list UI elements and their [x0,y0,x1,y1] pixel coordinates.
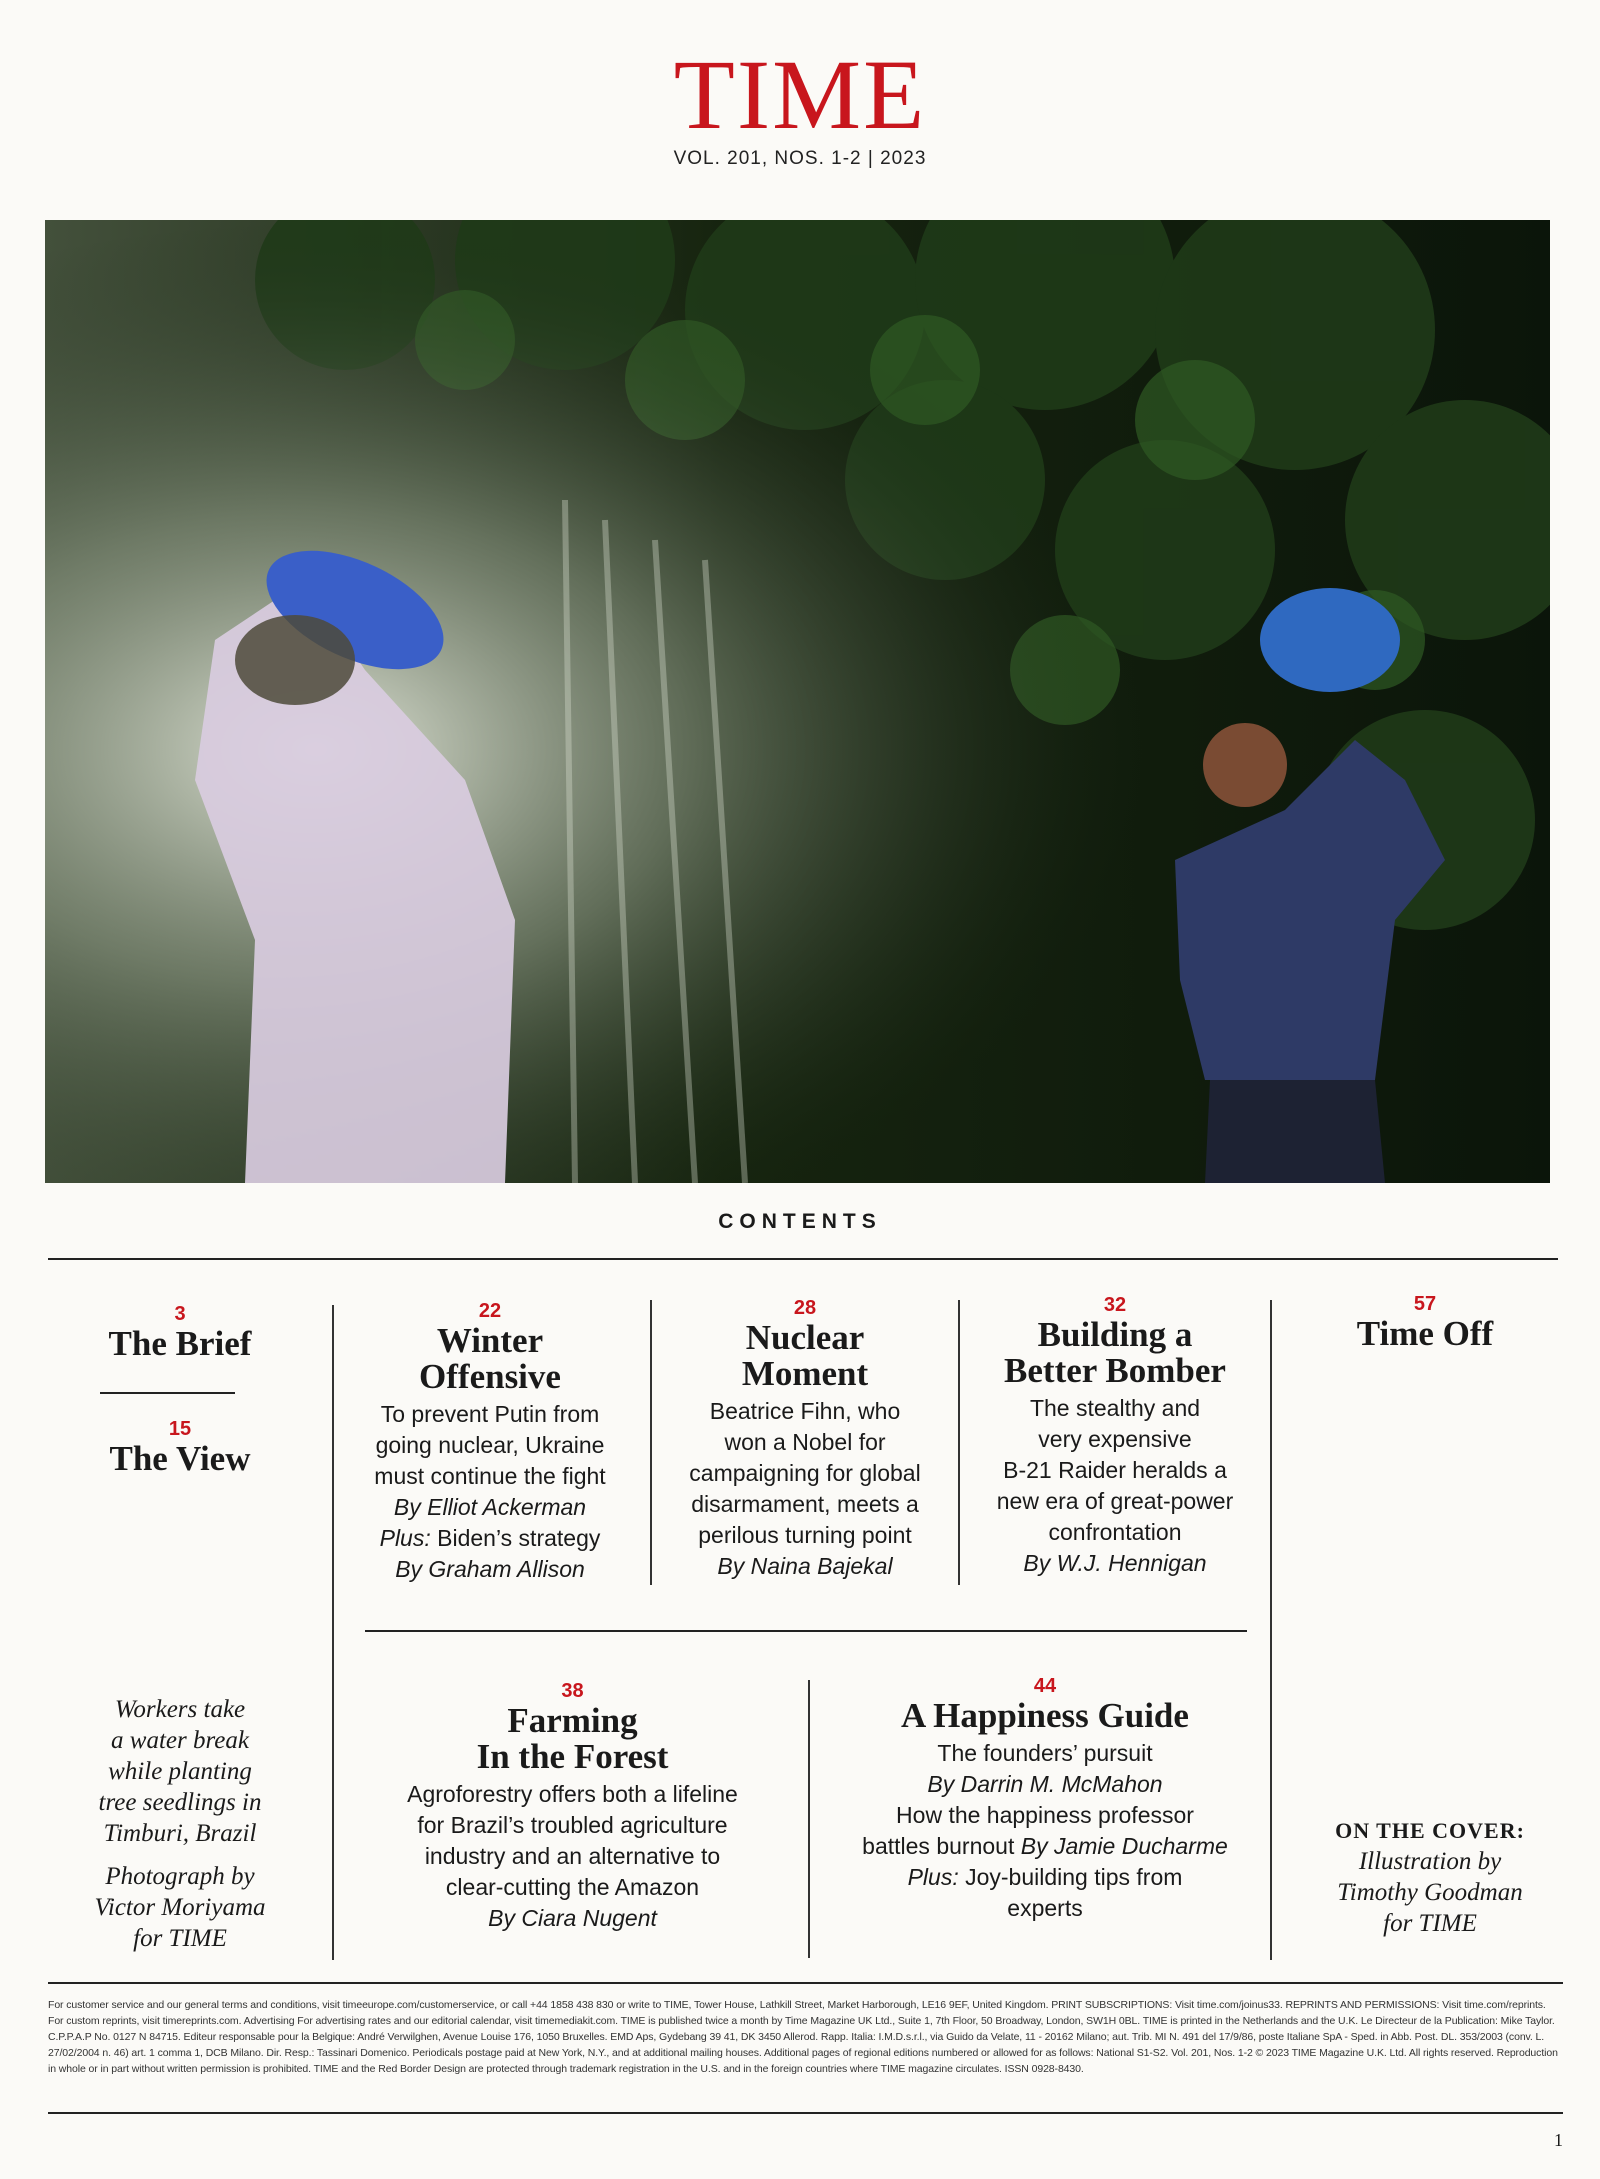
section-winter-offensive[interactable] [340,1300,640,1585]
cover-line: Timothy Goodman [1337,1879,1523,1906]
divider-left [332,1305,334,1960]
cover-credit [1300,1815,1560,1939]
byline: By Naina Bajekal [717,1553,893,1580]
desc-line: campaigning for global [689,1460,921,1487]
title-line: Better Bomber [1004,1351,1226,1391]
section-view[interactable] [60,1418,300,1477]
issue-line: VOL. 201, NOS. 1-2 | 2023 [673,148,927,169]
page-number: 15 [168,1418,192,1440]
title-line: Offensive [419,1357,561,1397]
cover-line: Illustration by [1358,1848,1502,1875]
byline: By Elliot Ackerman [393,1494,587,1521]
title-line: Moment [741,1354,869,1394]
fine-print-line: in whole or in part without written permission is prohibited. TIME and the Red Border Design are protected through trademark registration in the U.S. and in the foreign countries where TIME magazine circulates. ISSN 0928-8430. [48,2063,1084,2075]
desc-line: Agroforestry offers both a lifeline [407,1781,738,1808]
fine-print-line: For customer service and our general terms and conditions, visit timeeurope.com/customerservice, or call +44 1858 438 830 or write to TIME, Tower House, Lathkill Street, Market Harborough, LE16 9EF, United Kingdom. PRINT SUBSCRIPTIONS: Visit time.com/joinus33. REPRINTS AND PERMISSIONS: Visit time.com/reprints. [48,1999,1546,2011]
desc-line: The founders’ pursuit [937,1740,1153,1767]
byline: By Ciara Nugent [488,1905,657,1932]
plus-label: Plus: [379,1525,431,1552]
page-number: 3 [174,1303,186,1325]
caption-line: tree seedlings in [98,1789,262,1816]
divider-right [1270,1300,1272,1960]
section-time-off[interactable] [1290,1293,1560,1352]
title-line: Farming [507,1701,638,1740]
section-farming-forest[interactable] [370,1680,775,1934]
contents-heading: CONTENTS [718,1210,882,1233]
brief-rule [100,1392,235,1394]
desc-line: How the happiness professor [896,1802,1194,1829]
fine-print-bottom-rule [48,2112,1563,2114]
caption-line: a water break [111,1727,249,1754]
page-number: 38 [561,1680,584,1702]
divider-a [650,1300,652,1585]
caption-line: while planting [108,1758,252,1785]
title-line: Nuclear [745,1318,865,1357]
title-line: Winter [436,1321,544,1360]
fine-print-top-rule [48,1982,1563,1984]
desc-line: B-21 Raider heralds a [1003,1457,1227,1484]
section-title: The View [109,1439,251,1478]
credit-line: Photograph by [105,1863,255,1890]
section-title: The Brief [108,1324,252,1363]
contents-rule [48,1258,1558,1260]
forest-photo-illustration [45,220,1550,1183]
desc-line: To prevent Putin from [380,1401,600,1428]
desc-line: for Brazil’s troubled agriculture [417,1812,728,1839]
section-title: Time Off [1356,1314,1494,1353]
byline: By W.J. Hennigan [1023,1550,1207,1577]
desc-line: very expensive [1038,1426,1192,1453]
page-number: 57 [1413,1293,1437,1315]
desc-line: industry and an alternative to [424,1843,721,1870]
fine-print [48,1997,1558,2077]
fine-print-line: C.P.P.A.P No. 0127 N 84715. Editeur responsable pour la Belgique: André Verwilghen, Avenue Louise 176, 1050 Bruxelles. EMD Aps, Gydebang 39 41, DK 3450 Allerod. Rapp. Italia: I.M.D.s.r.l., via Guido da Velate, 11 - 20162 Milano; aut. Trib. MI N. 491 del 17/9/86, poste Italiane SpA - Sped. in Abb. Post. DL. 353/2003 (conv. L. [48,2031,1545,2043]
desc-line: The stealthy and [1029,1395,1201,1422]
section-happiness-guide[interactable] [830,1675,1260,1924]
plus-line [340,1523,640,1554]
row-rule [365,1630,1247,1632]
credit-line: for TIME [133,1925,227,1952]
byline: By Darrin M. McMahon [927,1771,1163,1798]
credit-line: Victor Moriyama [94,1894,266,1921]
title-line: Building a [1037,1315,1193,1354]
desc-line: going nuclear, Ukraine [375,1432,605,1459]
page-number: 44 [1033,1675,1057,1697]
cover-photo [45,220,1550,1183]
plus-line [830,1862,1260,1893]
page-folio: 1 [1554,2130,1563,2150]
byline: By Jamie Ducharme [1020,1833,1228,1860]
caption-line: Timburi, Brazil [103,1820,257,1847]
plus-label: Plus: [907,1864,959,1891]
section-nuclear-moment[interactable] [660,1297,950,1582]
section-title: A Happiness Guide [901,1696,1189,1735]
section-brief[interactable] [60,1303,300,1362]
fine-print-line: 27/02/2004 n. 46) art. 1 comma 1, DCB Milano. Dir. Resp.: Tassinari Domenico. Periodicals postage paid at New York, N.Y., and at additional mailing houses. Additional pages of regional editions numbered or allowed for as follows: National S1-S2. Vol. 201, Nos. 1-2 © 2023 TIME Magazine U.K. Ltd. All rights reserved. Reproduction [48,2047,1558,2059]
fine-print-line: For custom reprints, visit timereprints.com. Advertising For advertising rates and our editorial calendar, visit timemediakit.com. TIME is published twice a month by Time Magazine UK Ltd., Suite 1, 7th Floor, 50 Broadway, London, SW1H 0BL. TIME is printed in the Netherlands and the U.K. Le Directeur de la Publication: Mike Taylor. [48,2015,1555,2027]
plus-text: Joy-building tips from [958,1864,1183,1891]
desc-line: Beatrice Fihn, who [709,1398,901,1425]
section-better-bomber[interactable] [965,1294,1265,1579]
desc-line: won a Nobel for [724,1429,886,1456]
cover-label: ON THE COVER: [1335,1818,1525,1843]
page-number: 28 [793,1297,817,1319]
byline: By Graham Allison [395,1556,585,1583]
time-logo: TIME [673,39,927,150]
page-number: 22 [478,1300,502,1322]
desc-text: battles burnout [862,1833,1021,1860]
desc-line: perilous turning point [698,1522,912,1549]
desc-line: disarmament, meets a [691,1491,919,1518]
divider-bottom [808,1680,810,1958]
desc-line: clear-cutting the Amazon [445,1874,700,1901]
desc-line: new era of great-power [996,1488,1234,1515]
desc-line: confrontation [1048,1519,1182,1546]
caption-line: Workers take [114,1696,246,1723]
plus-text: Biden’s strategy [430,1525,601,1552]
desc-line: experts [1007,1895,1083,1922]
photo-caption [60,1694,300,1954]
divider-b [958,1300,960,1585]
page-number: 32 [1103,1294,1127,1316]
desc-line: must continue the fight [374,1463,606,1490]
desc-line [830,1831,1260,1862]
cover-line: for TIME [1383,1910,1477,1937]
title-line: In the Forest [476,1737,669,1777]
